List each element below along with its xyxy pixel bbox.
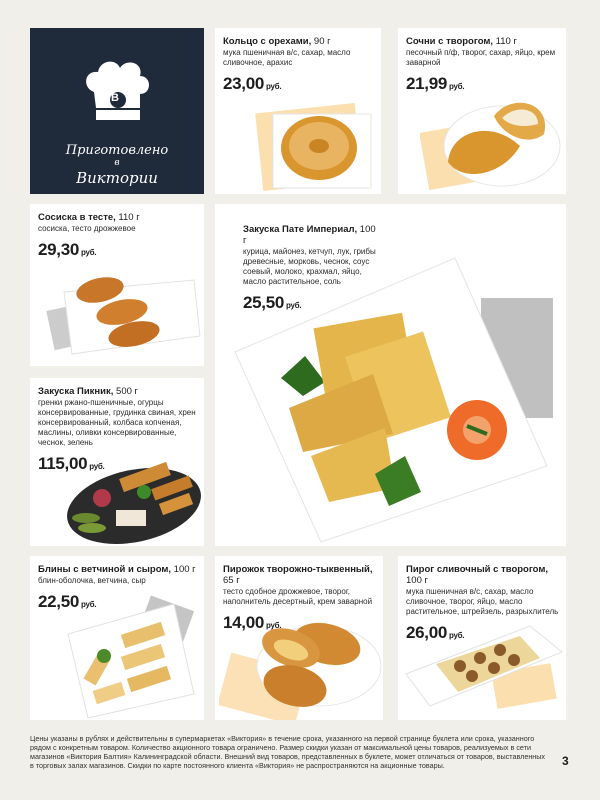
product-card-bliny	[30, 556, 204, 720]
product-price: 26,00 руб.	[406, 623, 465, 642]
footer-disclaimer: Цены указаны в рублях и действительны в супермаркетах «Виктория» в течение срока, указанного на первой странице буклета или срока, указанного рядом с конкретным товаром. Количество акционного товара ограничено. Размер скидки указан от максимальной цены товаров, реализуемых в сети магазинов «Виктория Балтия» Калининградской области. Внешний вид товаров, представленных в буклете, может отличаться от товаров, выставленных в торговых залах магазинов. Скидки по карте постоянного клиента «Виктория» не распространяются на акционные товары.	[30, 734, 546, 770]
page-number: 3	[562, 754, 569, 768]
product-title: Закуска Пате Империал, 100 г	[243, 224, 376, 246]
product-price: 21,99 руб.	[406, 74, 465, 93]
product-ingredients: мука пшеничная в/с, сахар, масло сливочное, арахис	[223, 48, 351, 67]
product-title: Блины с ветчиной и сыром, 100 г	[38, 564, 196, 575]
product-card-kolco	[215, 28, 381, 194]
brand-line-1: Приготовлено	[65, 143, 169, 158]
product-image-sosiska	[44, 266, 204, 366]
product-title: Пирог сливочный с творогом, 100 г	[406, 564, 549, 586]
product-price: 25,50 руб.	[243, 293, 302, 312]
product-card-pirozhok	[215, 556, 383, 720]
product-card-sosiska	[30, 204, 204, 366]
product-title: Кольцо с орехами, 90 г	[223, 36, 331, 47]
product-ingredients: мука пшеничная в/с, сахар, масло сливочное, творог, яйцо, масло растительное, штрейзель, разрыхлитель	[406, 587, 559, 616]
product-card-piknik	[30, 378, 204, 546]
product-ingredients: тесто сдобное дрожжевое, творог, наполнитель десертный, крем заварной	[223, 587, 373, 606]
logo-letter: В	[111, 92, 119, 104]
product-card-pate	[215, 204, 566, 546]
product-card-pirog	[398, 556, 566, 720]
product-title: Пирожок творожно-тыквенный, 65 г	[223, 564, 373, 586]
product-image-sochni	[420, 88, 566, 194]
product-ingredients: гренки ржано-пшеничные, огурцы консервированные, грудинка свиная, хрен консервированный, колбаса копченая, маслины, оливки консервированные, чеснок, зелень	[38, 398, 196, 447]
product-card-sochni	[398, 28, 566, 194]
product-title: Закуска Пикник, 500 г	[38, 386, 139, 397]
product-ingredients: сосиска, тесто дрожжевое	[38, 224, 136, 233]
product-image-kolco	[253, 102, 381, 194]
product-title: Сосиска в тесте, 110 г	[38, 212, 140, 223]
product-image-pirozhok	[219, 614, 383, 720]
product-ingredients: блин-оболочка, ветчина, сыр	[38, 576, 146, 585]
product-image-pate	[225, 256, 565, 546]
product-price: 14,00 руб.	[223, 613, 282, 632]
brand-line-2: в	[114, 158, 120, 168]
product-price: 115,00 руб.	[38, 454, 105, 473]
brand-logo-tile	[30, 28, 204, 194]
product-image-pirog	[402, 616, 566, 720]
product-price: 23,00 руб.	[223, 74, 282, 93]
brand-line-3: Виктории	[76, 169, 158, 187]
product-ingredients: песочный п/ф, творог, сахар, яйцо, крем заварной	[406, 48, 556, 67]
product-price: 22,50 руб.	[38, 592, 97, 611]
product-image-bliny	[64, 594, 204, 720]
product-ingredients: курица, майонез, кетчуп, лук, грибы древесные, морковь, чеснок, соус соевый, молоко, крахмал, яйцо, масло растительное, соль	[243, 247, 376, 286]
product-title: Сочни с творогом, 110 г	[406, 36, 517, 47]
product-price: 29,30 руб.	[38, 240, 97, 259]
product-image-piknik	[64, 460, 204, 546]
